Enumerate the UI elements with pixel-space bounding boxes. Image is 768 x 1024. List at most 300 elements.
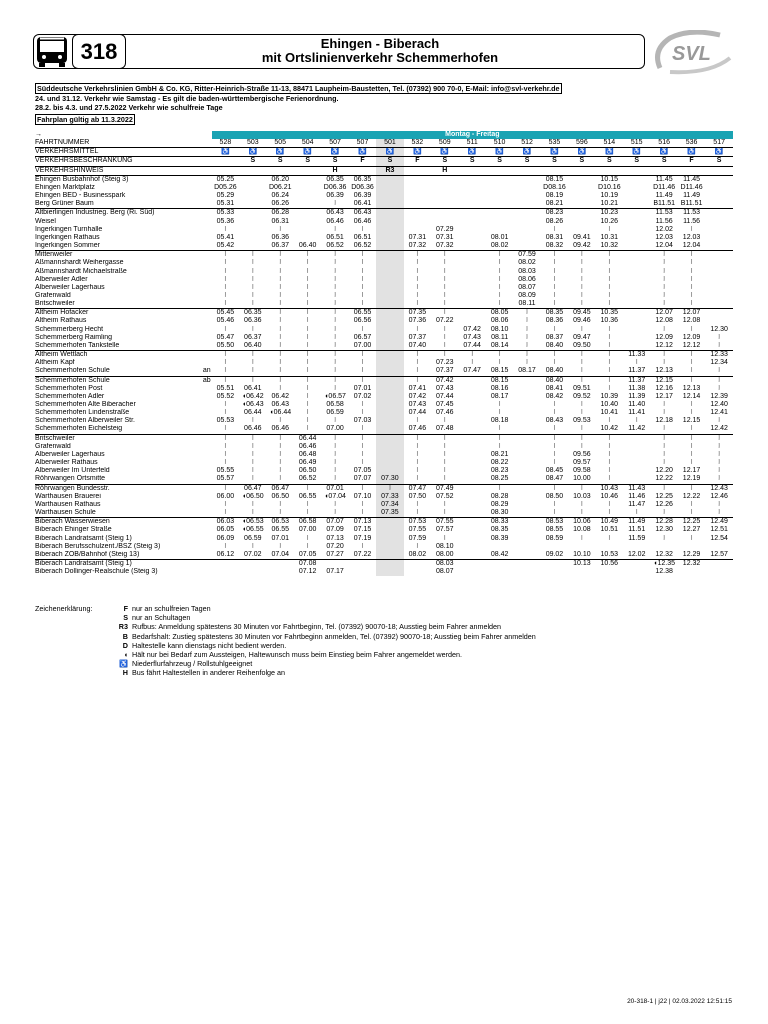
- stop-name: Berg Grüner Baum: [35, 200, 94, 208]
- vehicle-icon: ♿: [458, 148, 485, 157]
- departure-time: ⦚: [444, 534, 446, 542]
- hint: [349, 166, 376, 175]
- departure-time: ⦚: [678, 484, 705, 493]
- departure-time: [513, 376, 540, 385]
- departure-time: ⦚: [444, 341, 446, 349]
- departure-time: [404, 175, 431, 184]
- departure-time: ⦚: [690, 442, 693, 450]
- stop-row: [35, 518, 733, 527]
- departure-time: ⦚: [498, 409, 501, 417]
- departure-time: 08.35: [490, 526, 509, 534]
- stop-row: [35, 451, 733, 459]
- departure-time: ⦚: [444, 459, 446, 467]
- stop-name: Biberach ZOB/Bahnhof (Steig 13): [35, 550, 140, 558]
- departure-time: 08.03: [431, 559, 458, 568]
- departure-time: ⦚: [416, 275, 419, 283]
- departure-time: ◖07.04: [324, 492, 346, 500]
- departure-time: 08.14: [490, 341, 509, 349]
- departure-time: [513, 451, 540, 459]
- stop-row: [35, 559, 733, 568]
- departure-time: [541, 568, 568, 576]
- departure-time: [596, 568, 623, 576]
- departure-time: 07.48: [436, 425, 454, 433]
- departure-time: ⦚: [361, 425, 364, 433]
- stop-row: [35, 226, 733, 234]
- vehicle-icon: ♿: [294, 148, 321, 157]
- departure-time: 08.16: [490, 384, 509, 392]
- day-row-spacer: →: [35, 131, 42, 138]
- departure-time: [568, 175, 595, 184]
- departure-time: ◖06.50: [241, 492, 264, 500]
- departure-time: ⦚: [498, 359, 501, 367]
- departure-time: ⦚: [279, 325, 281, 333]
- departure-time: ⦚: [553, 401, 556, 408]
- header-row: [35, 166, 733, 175]
- departure-time: 06.20: [271, 175, 289, 183]
- departure-time: [705, 184, 733, 192]
- trip-number: 507: [349, 139, 376, 148]
- departure-time: ⦚: [334, 509, 336, 517]
- departure-time: ⦚: [224, 425, 227, 433]
- departure-time: ⦚: [212, 251, 239, 260]
- departure-time: [239, 209, 266, 218]
- departure-time: 08.02: [490, 242, 509, 250]
- stop-row: [35, 234, 733, 242]
- vehicle-icon: ♿: [596, 148, 623, 157]
- departure-time: [705, 242, 733, 251]
- departure-time: ⦚: [705, 376, 733, 385]
- departure-time: ⦚: [279, 384, 281, 392]
- departure-time: ⦚: [553, 300, 556, 308]
- departure-time: 09.53: [573, 417, 591, 425]
- departure-time: ⦚: [334, 259, 336, 267]
- vehicle-icon: ♿: [541, 148, 568, 157]
- departure-time: [376, 242, 403, 251]
- departure-time: D11.46: [680, 183, 703, 191]
- departure-time: 06.47: [267, 484, 294, 493]
- departure-time: ⦚: [650, 484, 677, 493]
- departure-time: ⦚: [553, 359, 556, 367]
- departure-time: ⦚: [690, 283, 693, 291]
- departure-time: [568, 209, 595, 218]
- departure-time: ⦚: [361, 450, 364, 458]
- departure-time: ⦚: [553, 275, 556, 283]
- vehicle-icon: ♿: [404, 148, 431, 157]
- departure-time: ⦚: [498, 259, 501, 267]
- departure-time: ⦚: [678, 376, 705, 385]
- departure-time: [376, 559, 403, 568]
- departure-time: 06.52: [326, 242, 344, 250]
- legend-item: [35, 650, 536, 659]
- stop-row: [35, 259, 733, 267]
- departure-time: 07.46: [408, 425, 427, 433]
- departure-time: 12.17: [655, 392, 673, 400]
- departure-time: [458, 409, 485, 417]
- departure-time: ⦚: [553, 409, 556, 417]
- departure-time: [458, 376, 485, 385]
- departure-time: 10.49: [596, 518, 623, 527]
- departure-time: ⦚: [334, 333, 336, 341]
- departure-time: ⦚: [267, 351, 294, 360]
- departure-time: 12.46: [710, 492, 728, 500]
- departure-time: ⦚: [279, 450, 281, 458]
- departure-time: 07.01: [321, 484, 348, 493]
- departure-time: ⦚: [334, 300, 336, 308]
- departure-time: 10.51: [600, 526, 619, 534]
- departure-time: 08.15: [490, 367, 509, 375]
- departure-time: ⦚: [416, 509, 419, 517]
- departure-time: 06.52: [298, 475, 317, 483]
- departure-time: ⦚: [663, 442, 665, 450]
- restriction: S: [513, 157, 540, 166]
- header-label: FAHRTNUMMER: [35, 139, 212, 148]
- departure-time: [458, 242, 485, 251]
- departure-time: [376, 218, 403, 226]
- departure-time: 07.27: [326, 550, 344, 558]
- departure-time: [458, 535, 485, 543]
- departure-time: [458, 425, 485, 434]
- departure-time: ⦚: [608, 259, 611, 267]
- departure-time: [376, 200, 403, 209]
- departure-time: [376, 417, 403, 425]
- departure-time: ⦚: [334, 267, 336, 275]
- departure-time: 12.28: [650, 518, 677, 527]
- departure-time: ⦚: [553, 225, 556, 233]
- departure-time: ⦚: [581, 401, 583, 408]
- departure-time: 12.22: [655, 475, 673, 483]
- stop-name: Aßmannshardt Michaelstraße: [35, 267, 127, 275]
- departure-time: [239, 184, 266, 192]
- departure-time: 07.02: [353, 392, 372, 400]
- departure-time: [239, 242, 266, 251]
- departure-time: ⦚: [608, 291, 611, 299]
- departure-time: 10.43: [596, 484, 623, 493]
- stop-row: [35, 535, 733, 543]
- departure-time: ⦚: [553, 283, 556, 291]
- departure-time: ⦚: [718, 341, 720, 349]
- trip-number: 507: [321, 139, 348, 148]
- trip-number: 504: [294, 139, 321, 148]
- departure-time: ⦚: [279, 442, 281, 450]
- stop-row: [35, 175, 733, 184]
- departure-time: [513, 209, 540, 218]
- departure-time: [568, 218, 595, 226]
- departure-time: [623, 342, 650, 351]
- departure-time: ⦚: [224, 259, 227, 267]
- departure-time: ⦚: [608, 467, 611, 475]
- departure-time: [376, 192, 403, 200]
- legend-text: Haltestelle kann dienstags nicht bedient werden.: [132, 640, 287, 650]
- departure-time: 06.43: [349, 209, 376, 218]
- departure-time: ⦚: [334, 442, 336, 450]
- departure-time: [705, 276, 733, 284]
- departure-time: ⦚: [553, 459, 556, 467]
- vehicle-icon: ♿: [650, 148, 677, 157]
- departure-time: [513, 242, 540, 251]
- trip-number: 532: [404, 139, 431, 148]
- departure-time: [294, 184, 321, 192]
- departure-time: ⦚: [279, 259, 281, 267]
- departure-time: 05.50: [216, 341, 235, 349]
- departure-time: ⦚: [444, 259, 446, 267]
- departure-time: [458, 292, 485, 300]
- departure-time: ⦚: [444, 267, 446, 275]
- departure-time: 06.49: [298, 459, 317, 467]
- departure-time: 07.44: [463, 341, 481, 349]
- departure-time: ⦚: [279, 291, 281, 299]
- departure-time: ⦚: [608, 225, 611, 233]
- departure-time: 08.10: [436, 542, 454, 550]
- departure-time: [404, 200, 431, 209]
- departure-time: 08.40: [545, 367, 564, 375]
- stop-row: [35, 209, 733, 218]
- departure-time: 05.46: [216, 317, 235, 325]
- departure-time: [623, 443, 650, 451]
- departure-time: ⦚: [252, 459, 254, 467]
- departure-time: 07.52: [436, 492, 454, 500]
- departure-time: 05.29: [216, 192, 235, 200]
- departure-time: [349, 568, 376, 576]
- departure-time: ⦚: [526, 317, 528, 325]
- departure-time: [376, 385, 403, 393]
- departure-time: 12.20: [655, 467, 673, 475]
- departure-time: ⦚: [486, 351, 513, 360]
- departure-time: 12.40: [710, 401, 728, 408]
- departure-time: 08.25: [490, 475, 509, 483]
- departure-time: [705, 209, 733, 218]
- departure-time: ⦚: [404, 376, 431, 385]
- departure-time: [404, 184, 431, 192]
- departure-time: 06.46: [244, 425, 262, 433]
- departure-time: ⦚: [678, 434, 705, 443]
- departure-time: [458, 385, 485, 393]
- departure-time: ⦚: [608, 509, 611, 517]
- departure-time: ⦚: [663, 275, 665, 283]
- departure-time: ⦚: [294, 309, 321, 318]
- departure-time: 06.46: [271, 425, 289, 433]
- departure-time: [267, 568, 294, 576]
- departure-time: ⦚: [541, 251, 568, 260]
- departure-time: 08.39: [490, 534, 509, 542]
- departure-time: 06.42: [271, 392, 289, 400]
- departure-time: [239, 175, 266, 184]
- hint: [239, 166, 266, 175]
- trip-number: 535: [541, 139, 568, 148]
- departure-time: 08.15: [545, 175, 564, 183]
- departure-time: 12.17: [682, 467, 701, 475]
- departure-time: ⦚: [568, 434, 595, 443]
- departure-time: ⦚: [486, 434, 513, 443]
- departure-time: [458, 192, 485, 200]
- departure-time: ⦚: [306, 409, 309, 417]
- departure-time: [513, 218, 540, 226]
- departure-time: [376, 175, 403, 184]
- departure-time: [458, 226, 485, 234]
- departure-time: [376, 234, 403, 242]
- departure-time: ⦚: [486, 484, 513, 493]
- departure-time: ◖06.42: [241, 392, 264, 400]
- departure-time: 07.22: [436, 317, 454, 325]
- departure-time: [705, 317, 733, 325]
- departure-time: ⦚: [321, 376, 348, 385]
- departure-time: 11.37: [628, 367, 646, 375]
- departure-time: [541, 543, 568, 551]
- departure-time: ⦚: [690, 534, 693, 542]
- departure-time: [623, 317, 650, 325]
- departure-time: 07.00: [298, 526, 317, 534]
- stop-name: Schemmerhofen Eichelsteig: [35, 425, 123, 433]
- departure-time: ⦚: [294, 251, 321, 260]
- departure-time: 07.09: [326, 526, 344, 534]
- stop-row: [35, 509, 733, 518]
- departure-time: 12.54: [710, 534, 728, 542]
- departure-time: ⦚: [279, 459, 281, 467]
- legend-spacer: [35, 659, 109, 668]
- departure-time: 08.23: [541, 209, 568, 218]
- departure-time: 09.46: [573, 317, 591, 325]
- departure-time: 10.32: [600, 242, 619, 250]
- header-row: [35, 148, 733, 157]
- departure-time: 07.37: [436, 367, 454, 375]
- departure-time: 08.43: [545, 417, 564, 425]
- departure-time: ⦚: [306, 300, 309, 308]
- departure-time: 07.55: [408, 526, 427, 534]
- departure-time: 06.44: [294, 434, 321, 443]
- departure-time: 06.44: [244, 409, 262, 417]
- departure-time: [458, 451, 485, 459]
- departure-time: [458, 300, 485, 309]
- departure-time: ⦚: [306, 534, 309, 542]
- departure-time: 08.47: [545, 475, 564, 483]
- departure-time: 05.51: [216, 384, 235, 392]
- note-schoolfree: 28.2. bis 4.3. und 27.5.2022 Verkehr wie schulfreie Tage: [35, 103, 223, 113]
- departure-time: [705, 259, 733, 267]
- departure-time: B11.51: [653, 200, 675, 208]
- legend-spacer: [35, 613, 109, 622]
- departure-time: 07.55: [431, 518, 458, 527]
- departure-time: ⦚: [444, 291, 446, 299]
- departure-time: [513, 467, 540, 475]
- departure-time: ◖06.53: [239, 518, 266, 527]
- departure-time: 09.47: [573, 333, 591, 341]
- departure-time: ⦚: [224, 291, 227, 299]
- departure-time: [513, 409, 540, 417]
- departure-time: [376, 326, 403, 334]
- departure-time: 06.57: [353, 333, 372, 341]
- departure-time: 06.47: [239, 484, 266, 493]
- departure-time: ⦚: [608, 267, 611, 275]
- departure-time: 06.43: [321, 209, 348, 218]
- departure-time: 12.30: [710, 325, 728, 333]
- departure-time: ⦚: [471, 359, 473, 367]
- departure-time: [513, 484, 540, 493]
- departure-time: ⦚: [596, 251, 623, 260]
- departure-time: ⦚: [321, 309, 348, 318]
- departure-time: [486, 568, 513, 576]
- stop-name: Schemmerhofen Alte Biberacher: [35, 401, 136, 408]
- stop-name: Ehingen BED - Businesspark: [35, 192, 126, 200]
- departure-time: 06.50: [271, 492, 289, 500]
- stop-name: Ingerkingen Sommer: [35, 242, 100, 250]
- hint: [404, 166, 431, 175]
- departure-time: ⦚: [663, 259, 665, 267]
- arr-dep-marker: ab: [202, 376, 211, 384]
- legend-key: R3: [118, 622, 128, 632]
- departure-time: [513, 493, 540, 501]
- stop-name: Schemmerhofen Post: [35, 384, 103, 392]
- departure-time: [458, 251, 485, 260]
- departure-time: 10.46: [600, 492, 619, 500]
- departure-time: ⦚: [690, 367, 693, 375]
- departure-time: 06.55: [271, 526, 289, 534]
- departure-time: 10.10: [573, 550, 591, 558]
- departure-time: [376, 276, 403, 284]
- departure-time: ⦚: [498, 442, 501, 450]
- departure-time: 07.12: [298, 568, 317, 576]
- departure-time: [623, 292, 650, 300]
- departure-time: 08.03: [518, 267, 536, 275]
- departure-time: ⦚: [608, 359, 611, 367]
- vehicle-icon: ♿: [623, 148, 650, 157]
- departure-time: 07.34: [376, 501, 403, 509]
- vehicle-icon: ♿: [568, 148, 595, 157]
- departure-time: 10.42: [600, 425, 619, 433]
- departure-time: ⦚: [416, 442, 419, 450]
- stop-row: [35, 551, 733, 560]
- departure-time: [376, 367, 403, 376]
- departure-time: 08.06: [518, 275, 536, 283]
- hint: [541, 166, 568, 175]
- departure-time: 12.38: [655, 568, 673, 576]
- departure-time: [513, 417, 540, 425]
- departure-time: 07.02: [244, 550, 262, 558]
- departure-time: 08.09: [518, 291, 536, 299]
- departure-time: 06.58: [326, 401, 344, 408]
- stop-row: [35, 326, 733, 334]
- svl-logo: [650, 30, 735, 75]
- departure-time: [623, 218, 650, 226]
- stop-row: [35, 367, 733, 376]
- departure-time: [376, 300, 403, 309]
- stop-name: Biberach Dollinger-Realschule (Steig 3): [35, 568, 158, 576]
- departure-time: 07.23: [436, 359, 454, 367]
- departure-time: [376, 535, 403, 543]
- departure-time: ⦚: [431, 351, 458, 360]
- departure-time: [458, 218, 485, 226]
- departure-time: 08.05: [486, 309, 513, 318]
- departure-time: ⦚: [239, 376, 266, 385]
- departure-time: ⦚: [279, 359, 281, 367]
- departure-time: ⦚: [526, 359, 528, 367]
- departure-time: 07.13: [326, 534, 344, 542]
- departure-time: 12.04: [682, 242, 701, 250]
- departure-time: [431, 218, 458, 226]
- departure-time: [376, 434, 403, 443]
- departure-time: 09.57: [573, 459, 591, 467]
- departure-time: ⦚: [553, 267, 556, 275]
- trip-number: 501: [376, 139, 403, 148]
- legend-text: Niederflurfahrzeug / Rollstuhlgeeignet: [132, 659, 253, 669]
- departure-time: [458, 467, 485, 475]
- departure-time: ⦚: [581, 359, 583, 367]
- departure-time: [513, 401, 540, 409]
- departure-time: 12.15: [650, 376, 677, 385]
- departure-time: 12.13: [655, 367, 673, 375]
- departure-time: 07.50: [408, 492, 427, 500]
- departure-time: [486, 184, 513, 192]
- departure-time: 07.33: [376, 493, 403, 501]
- stop-name: Warthausen Brauerei: [35, 492, 101, 500]
